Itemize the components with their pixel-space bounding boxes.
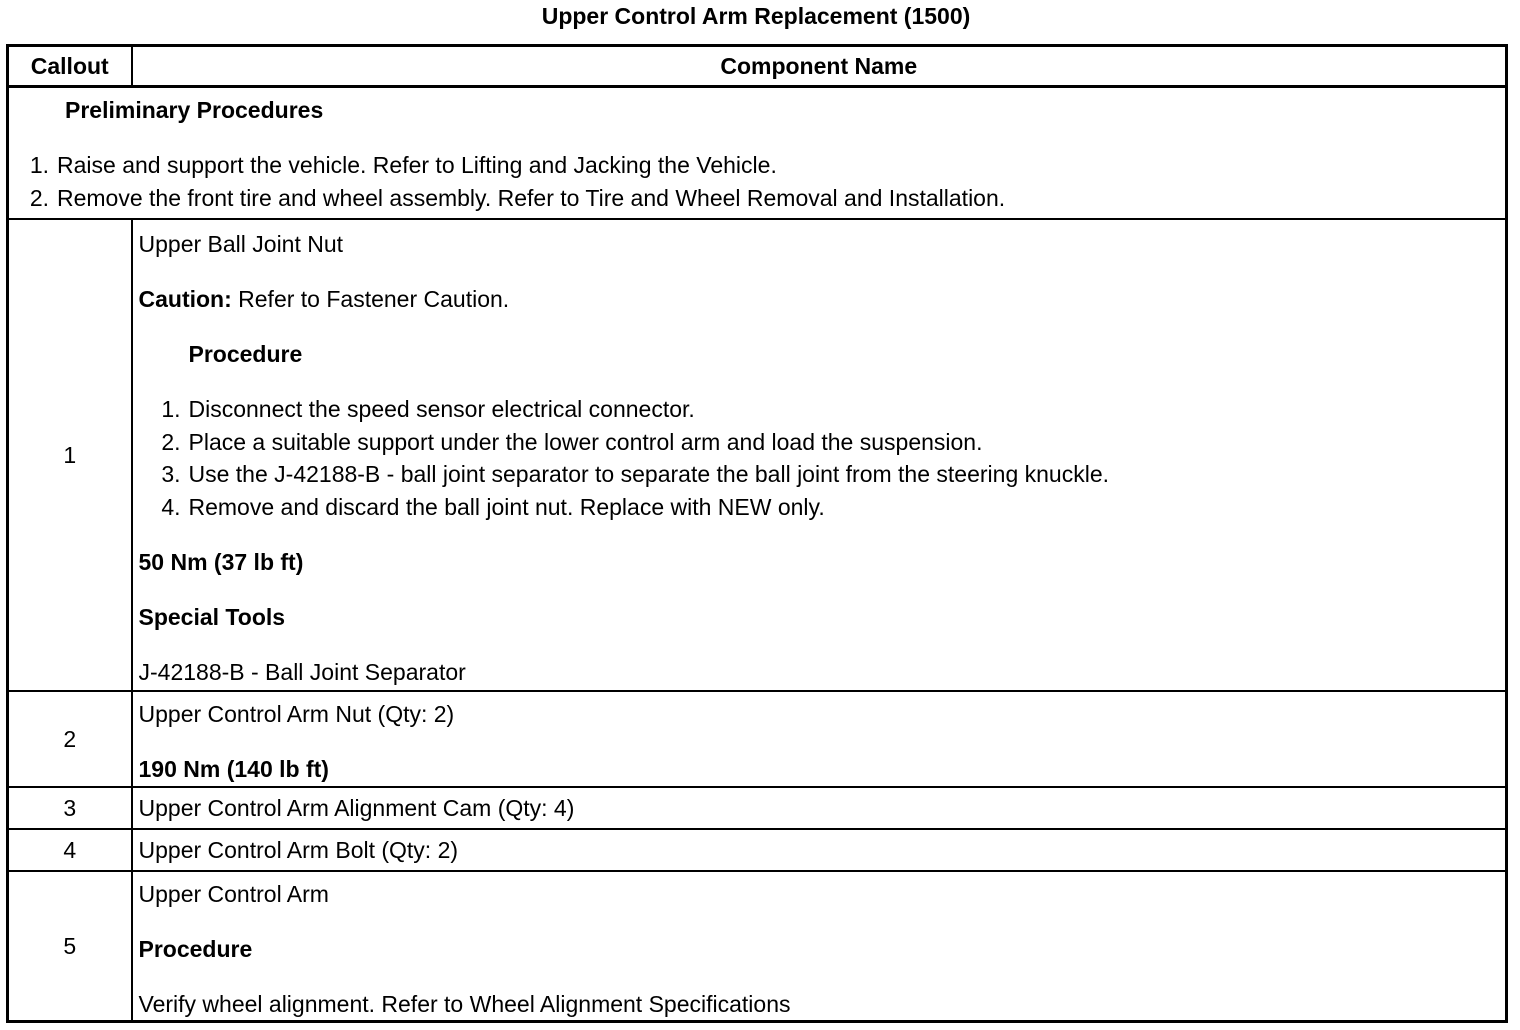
step-number: 4. xyxy=(161,493,181,520)
procedure-step xyxy=(149,426,1506,459)
callout-header: Callout xyxy=(8,46,132,87)
procedure-step xyxy=(149,458,1506,491)
procedure-step xyxy=(149,491,1506,524)
special-tools-heading: Special Tools xyxy=(138,604,286,630)
step-text: Raise and support the vehicle. Refer to Lifting and Jacking the Vehicle. xyxy=(57,152,777,178)
step-number: 1. xyxy=(29,152,49,178)
component-cell xyxy=(132,871,1507,1022)
component-name: Upper Control Arm xyxy=(138,881,329,907)
table-row xyxy=(8,219,1507,691)
step-number: 2. xyxy=(29,184,49,211)
preliminary-step xyxy=(9,149,1505,182)
component-table xyxy=(6,44,1508,1023)
callout-number: 1 xyxy=(8,219,132,691)
component-name: Upper Control Arm Alignment Cam (Qty: 4) xyxy=(138,795,575,821)
procedure-heading: Procedure xyxy=(188,341,303,367)
table-header-row xyxy=(8,46,1507,87)
preliminary-heading: Preliminary Procedures xyxy=(65,97,324,123)
caution-note xyxy=(139,283,1506,315)
special-tool: J-42188-B - Ball Joint Separator xyxy=(138,659,466,685)
step-text: Remove and discard the ball joint nut. Replace with NEW only. xyxy=(188,493,825,520)
preliminary-row xyxy=(8,87,1507,220)
callout-number: 4 xyxy=(8,829,132,871)
component-cell xyxy=(132,691,1507,787)
component-cell xyxy=(132,787,1507,829)
procedure-step xyxy=(149,393,1506,426)
step-number: 2. xyxy=(161,428,181,455)
procedure-steps xyxy=(139,393,1506,523)
table-row xyxy=(8,871,1507,1022)
table-row xyxy=(8,829,1507,871)
component-name: Upper Control Arm Nut (Qty: 2) xyxy=(138,701,455,727)
caution-text: Refer to Fastener Caution. xyxy=(231,286,510,312)
component-cell xyxy=(132,219,1507,691)
step-text: Place a suitable support under the lower control arm and load the suspension. xyxy=(188,428,983,455)
preliminary-cell xyxy=(8,87,1507,220)
component-name: Upper Ball Joint Nut xyxy=(138,231,344,257)
step-text: Use the J-42188-B - ball joint separator to separate the ball joint from the steering knuckle. xyxy=(188,461,1109,487)
table-row xyxy=(8,787,1507,829)
callout-number: 5 xyxy=(8,871,132,1022)
component-cell xyxy=(132,829,1507,871)
document-title: Upper Control Arm Replacement (1500) xyxy=(541,3,971,29)
preliminary-step xyxy=(9,182,1505,215)
callout-number: 2 xyxy=(8,691,132,787)
caution-label: Caution: xyxy=(138,286,232,312)
procedure-text: Verify wheel alignment. Refer to Wheel Alignment Specifications xyxy=(138,991,791,1017)
component-name: Upper Control Arm Bolt (Qty: 2) xyxy=(138,837,459,863)
step-number: 1. xyxy=(161,396,181,422)
callout-number: 3 xyxy=(8,787,132,829)
component-name-header: Component Name xyxy=(132,46,1507,87)
step-number: 3. xyxy=(161,461,181,487)
torque-spec: 50 Nm (37 lb ft) xyxy=(138,549,304,575)
step-text: Disconnect the speed sensor electrical connector. xyxy=(188,396,695,422)
procedure-heading: Procedure xyxy=(138,936,253,962)
step-text: Remove the front tire and wheel assembly. Refer to Tire and Wheel Removal and Installation. xyxy=(57,184,1006,211)
table-row xyxy=(8,691,1507,787)
torque-spec: 190 Nm (140 lb ft) xyxy=(138,756,329,782)
